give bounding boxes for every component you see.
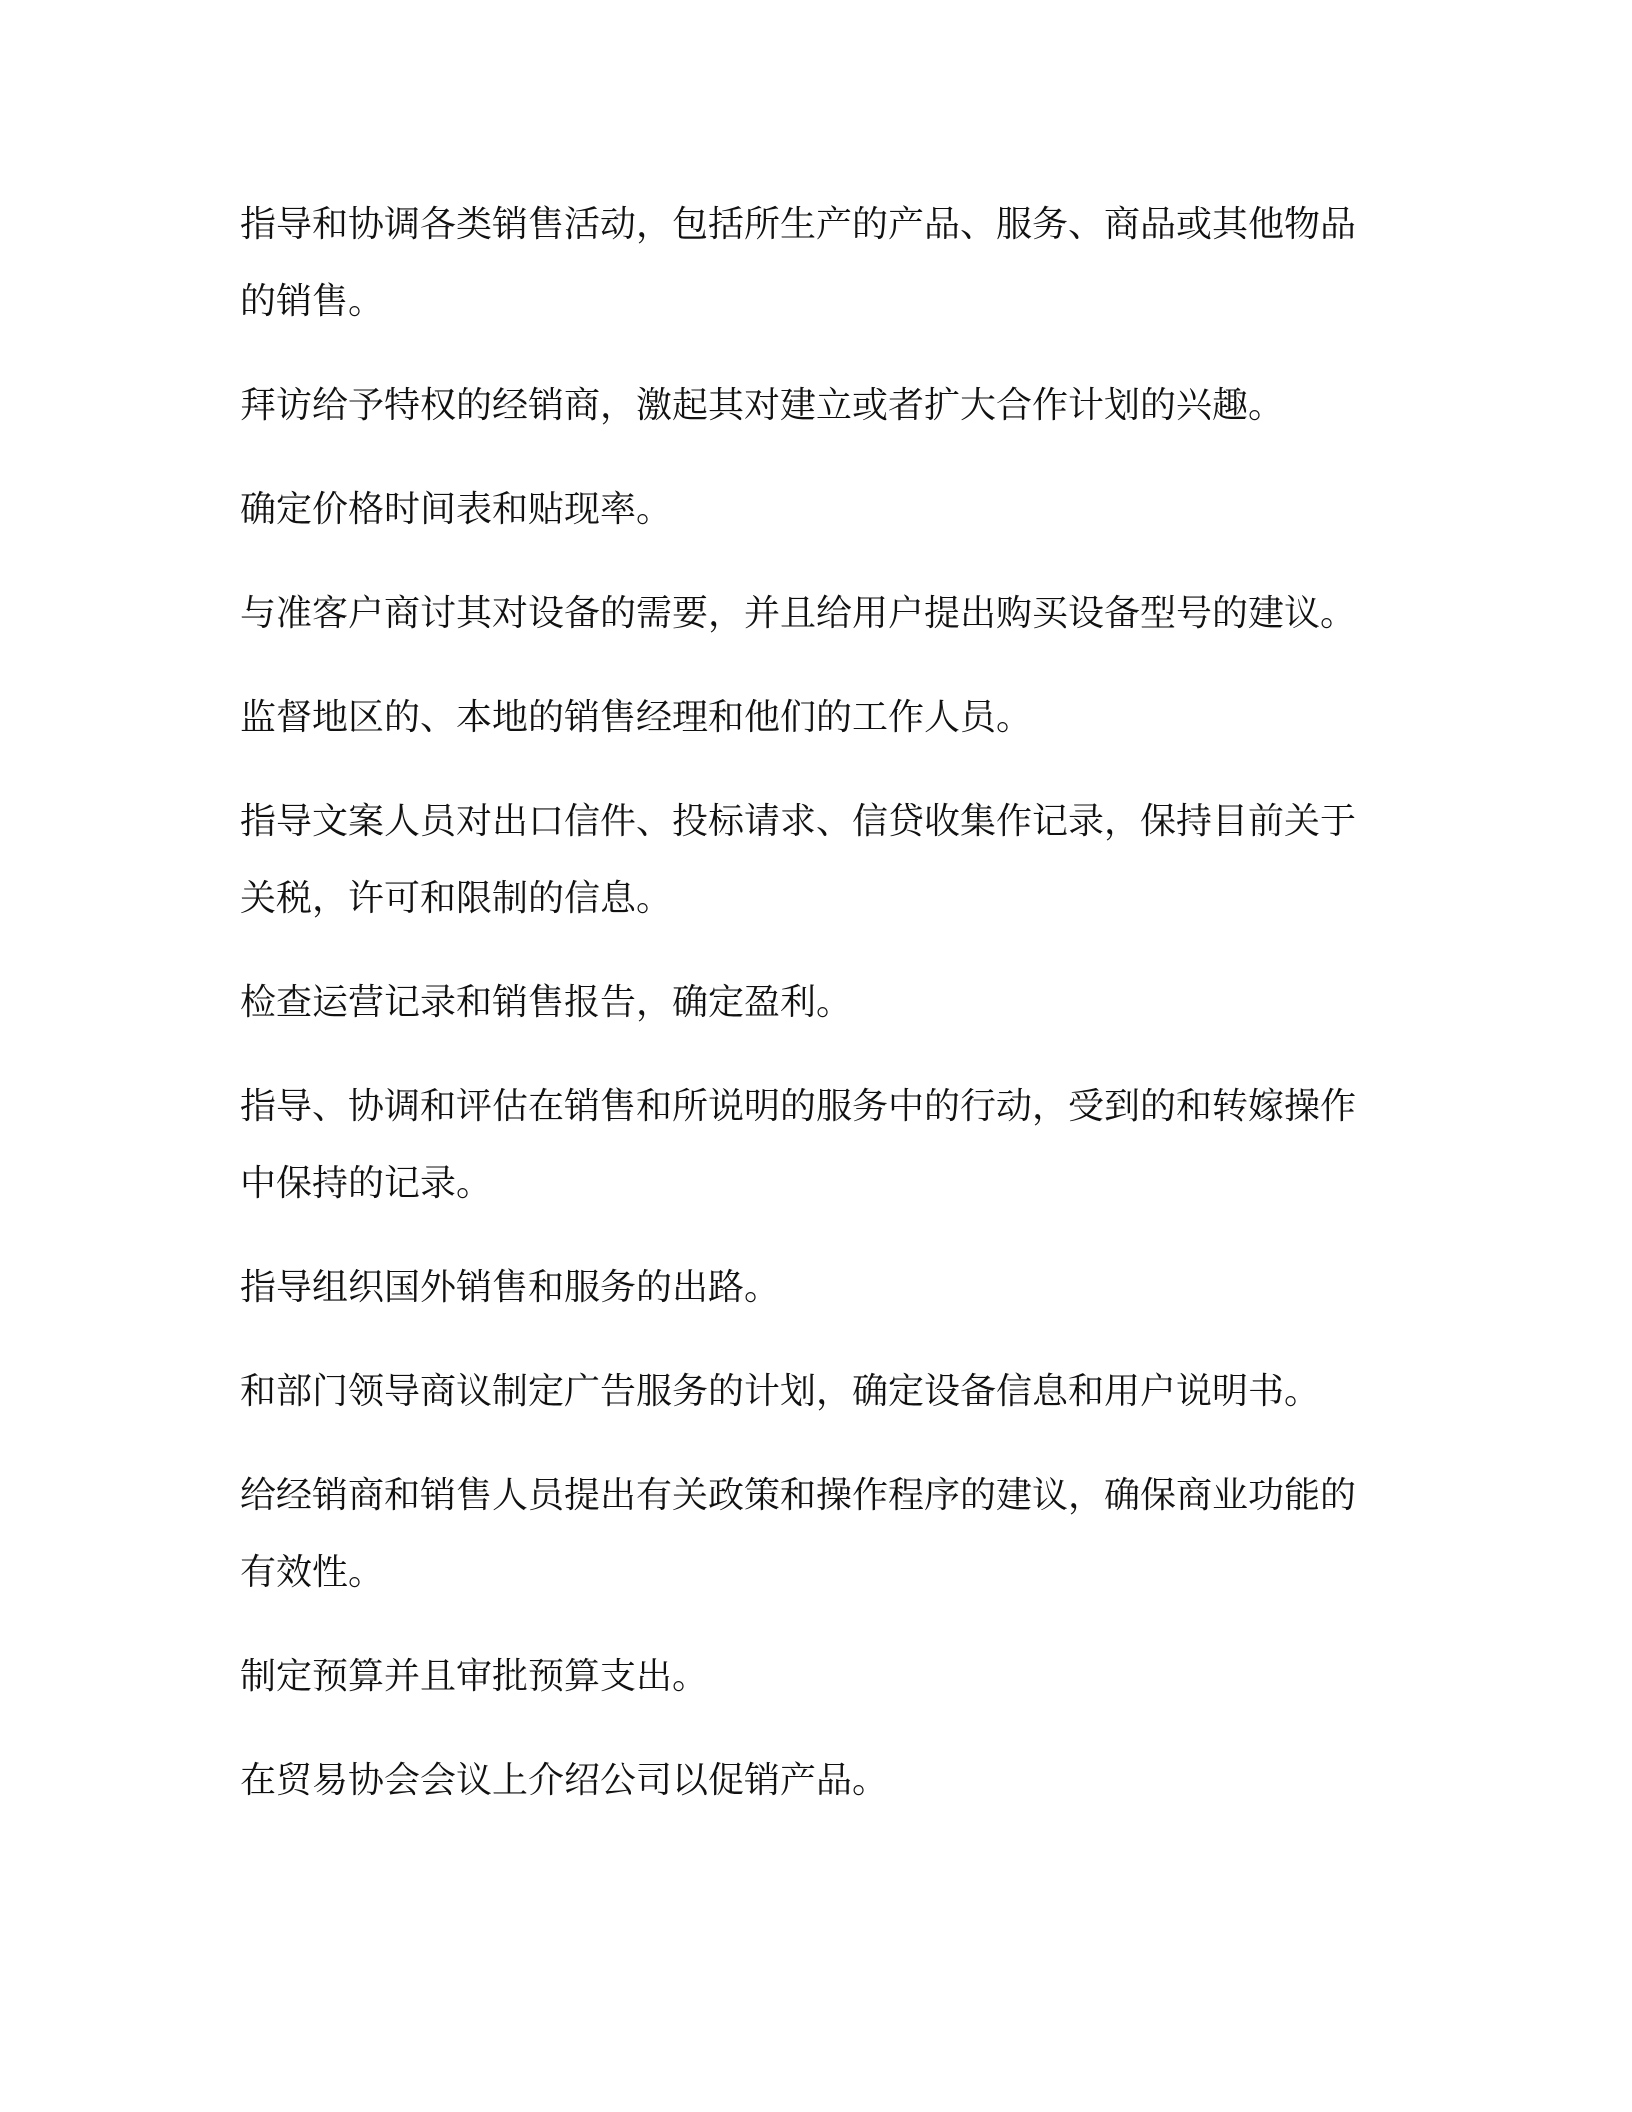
paragraph-advertising-plan: 和部门领导商议制定广告服务的计划，确定设备信息和用户说明书。 bbox=[240, 1371, 1321, 1412]
paragraph-customer-needs: 与准客户商讨其对设备的需要，并且给用户提出购买设备型号的建议。 bbox=[240, 593, 1357, 634]
paragraph-pricing: 确定价格时间表和贴现率。 bbox=[240, 489, 673, 530]
document-body bbox=[240, 186, 1370, 1819]
paragraph-sales-activities: 指导和协调各类销售活动，包括所生产的产品、服务、商品或其他物品的销售。 bbox=[240, 204, 1357, 322]
paragraph-service-evaluation: 指导、协调和评估在销售和所说明的服务中的行动，受到的和转嫁操作中保持的记录。 bbox=[240, 1086, 1357, 1204]
paragraph-budget: 制定预算并且审批预算支出。 bbox=[240, 1656, 709, 1697]
paragraph-supervision: 监督地区的、本地的销售经理和他们的工作人员。 bbox=[240, 697, 1033, 738]
paragraph-dealer-visits: 拜访给予特权的经销商，激起其对建立或者扩大合作计划的兴趣。 bbox=[240, 385, 1285, 426]
paragraph-trade-association: 在贸易协会会议上介绍公司以促销产品。 bbox=[240, 1760, 889, 1801]
paragraph-foreign-sales: 指导组织国外销售和服务的出路。 bbox=[240, 1267, 781, 1308]
paragraph-export-records: 指导文案人员对出口信件、投标请求、信贷收集作记录，保持目前关于关税，许可和限制的信息。 bbox=[240, 801, 1357, 919]
paragraph-policy-advice: 给经销商和销售人员提出有关政策和操作程序的建议，确保商业功能的有效性。 bbox=[240, 1475, 1357, 1593]
paragraph-profit-review: 检查运营记录和销售报告，确定盈利。 bbox=[240, 982, 853, 1023]
